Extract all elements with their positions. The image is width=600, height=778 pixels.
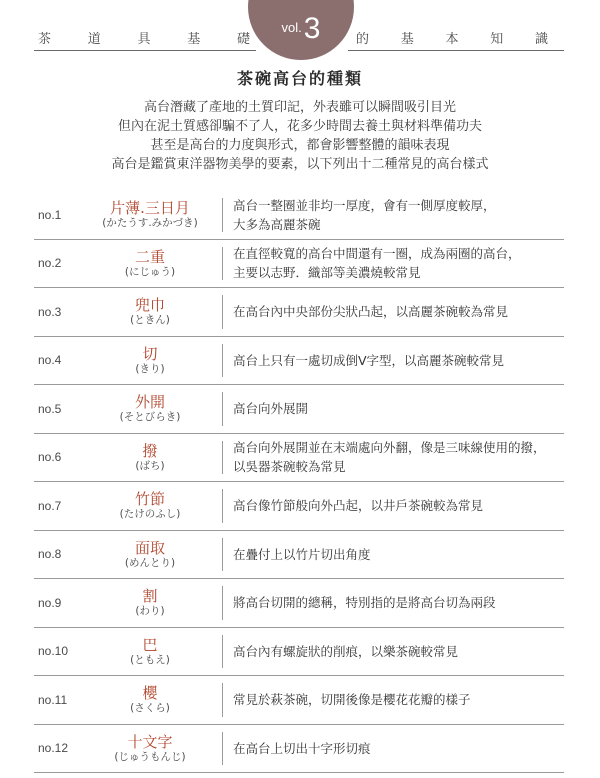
header-char: 礎	[236, 32, 250, 47]
item-name: 二重	[134, 247, 165, 266]
item-name: 撥	[142, 441, 158, 460]
item-reading: (ともえ)	[130, 653, 170, 666]
item-name-block	[90, 628, 210, 676]
header-char: 基	[187, 32, 201, 47]
column-divider	[222, 344, 223, 378]
list-item	[34, 676, 564, 725]
header-char: 具	[137, 32, 151, 47]
item-name-block	[90, 579, 210, 627]
item-name: 切	[142, 344, 158, 363]
description-line: 在高台內中央部份尖狀凸起，以高麗茶碗較為常見	[233, 304, 509, 320]
item-description	[233, 725, 564, 773]
intro-line: 甚至是高台的力度與形式，都會影響整體的韻味表現	[150, 138, 450, 153]
item-number: no.1	[38, 207, 62, 222]
intro-line: 高台是鑑賞東洋器物美學的要素，以下列出十二種常見的高台樣式	[111, 157, 489, 172]
item-name-block	[90, 725, 210, 773]
description-line: 將高台切開的總稱，特別指的是將高台切為兩段	[233, 595, 496, 611]
list-item	[34, 579, 564, 628]
intro-line: 但內在泥土質感卻騙不了人，花多少時間去養土與材料準備功夫	[117, 119, 482, 134]
column-divider	[222, 683, 223, 717]
header-char: 的	[356, 32, 370, 47]
page-title: 茶碗高台的種類	[236, 69, 363, 88]
item-name: 外開	[134, 393, 165, 412]
item-number: no.11	[38, 692, 68, 707]
intro-line: 高台潛藏了產地的土質印記，外表雖可以瞬間吸引目光	[143, 100, 456, 115]
description-line: 高台向外展開並在末端處向外翻，像是三味線使用的撥，	[233, 440, 546, 456]
header-char: 本	[445, 32, 459, 47]
column-divider	[222, 247, 223, 281]
item-name-block	[90, 676, 210, 724]
column-divider	[222, 586, 223, 620]
item-name: 櫻	[142, 684, 158, 703]
description-line: 高台像竹節般向外凸起，以井戶茶碗較為常見	[233, 498, 484, 514]
list-item	[34, 628, 564, 677]
item-name-block	[90, 191, 210, 239]
page-header	[0, 0, 600, 60]
item-description	[233, 337, 564, 385]
list-item	[34, 337, 564, 386]
foot-ring-list	[34, 191, 564, 773]
header-char: 知	[490, 32, 504, 47]
description-line: 在直徑較寬的高台中間還有一圈，成為兩圈的高台，	[233, 246, 521, 262]
item-description	[233, 628, 564, 676]
item-description	[233, 434, 564, 482]
item-reading: (ばち)	[135, 459, 165, 472]
item-description	[233, 191, 564, 239]
description-line: 在高台上切出十字形切痕	[233, 740, 371, 756]
item-name-block	[90, 434, 210, 482]
item-description	[233, 676, 564, 724]
item-number: no.7	[38, 498, 62, 513]
list-item	[34, 482, 564, 531]
item-description	[233, 482, 564, 530]
item-number: no.2	[38, 256, 62, 271]
item-description	[233, 288, 564, 336]
header-right-text	[356, 28, 548, 47]
column-divider	[222, 441, 223, 475]
item-name-block	[90, 288, 210, 336]
item-name: 割	[142, 587, 158, 606]
column-divider	[222, 198, 223, 232]
list-item	[34, 385, 564, 434]
description-line: 以吳器茶碗較為常見	[233, 459, 346, 475]
item-reading: (そとびらき)	[119, 411, 181, 424]
item-reading: (わり)	[135, 605, 165, 618]
item-name: 竹節	[134, 490, 165, 509]
item-name: 巴	[142, 635, 158, 654]
volume-number: 3	[303, 12, 321, 45]
item-number: no.3	[38, 304, 62, 319]
item-description	[233, 240, 564, 288]
item-name-block	[90, 337, 210, 385]
item-number: no.8	[38, 547, 62, 562]
header-char: 道	[87, 32, 101, 47]
item-name-block	[90, 240, 210, 288]
description-line: 常見於萩茶碗，切開後像是櫻花花瓣的樣子	[233, 692, 471, 708]
item-description	[233, 531, 564, 579]
item-name-block	[90, 531, 210, 579]
column-divider	[222, 295, 223, 329]
description-line: 高台上只有一處切成倒V字型，以高麗茶碗較常見	[233, 352, 505, 368]
header-char: 茶	[38, 32, 52, 47]
item-number: no.9	[38, 595, 62, 610]
item-reading: (きり)	[135, 362, 165, 375]
item-name-block	[90, 385, 210, 433]
column-divider	[222, 392, 223, 426]
header-char: 基	[400, 32, 414, 47]
item-reading: (にじゅう)	[124, 265, 176, 278]
item-number: no.10	[38, 644, 69, 659]
description-line: 高台內有螺旋狀的削痕，以樂茶碗較常見	[233, 643, 459, 659]
item-description	[233, 579, 564, 627]
item-name: 片薄.三日月	[110, 199, 190, 218]
item-number: no.12	[38, 741, 69, 756]
item-name: 兜巾	[134, 296, 165, 315]
column-divider	[222, 538, 223, 572]
column-divider	[222, 489, 223, 523]
description-line: 主要以志野．織部等美濃燒較常見	[233, 265, 421, 281]
header-left-text	[38, 28, 250, 47]
column-divider	[222, 635, 223, 669]
item-reading: (たけのふし)	[119, 508, 181, 521]
header-char: 識	[534, 32, 548, 47]
header-divider-right	[348, 50, 564, 51]
list-item	[34, 288, 564, 337]
column-divider	[222, 732, 223, 766]
list-item	[34, 531, 564, 580]
intro-paragraph	[0, 98, 600, 174]
item-reading: (かたうす.みかづき)	[102, 217, 198, 230]
list-item	[34, 191, 564, 240]
volume-badge	[248, 0, 354, 60]
item-reading: (めんとり)	[124, 556, 176, 569]
volume-label	[248, 12, 354, 46]
item-name-block	[90, 482, 210, 530]
item-number: no.5	[38, 401, 62, 416]
item-description	[233, 385, 564, 433]
item-name: 面取	[134, 538, 165, 557]
list-item	[34, 725, 564, 774]
item-reading: (さくら)	[130, 702, 170, 715]
description-line: 高台向外展開	[233, 401, 309, 417]
item-name: 十文字	[127, 732, 173, 751]
item-number: no.6	[38, 450, 62, 465]
volume-prefix: vol.	[281, 20, 302, 35]
item-reading: (じゅうもんじ)	[114, 750, 186, 763]
description-line: 大多為高麗茶碗	[233, 216, 321, 232]
header-divider-left	[34, 50, 256, 51]
item-reading: (ときん)	[130, 314, 170, 327]
description-line: 高台一整圈並非均一厚度，會有一側厚度較厚，	[233, 197, 496, 213]
item-number: no.4	[38, 353, 62, 368]
list-item	[34, 240, 564, 289]
list-item	[34, 434, 564, 483]
description-line: 在疊付上以竹片切出角度	[233, 546, 371, 562]
